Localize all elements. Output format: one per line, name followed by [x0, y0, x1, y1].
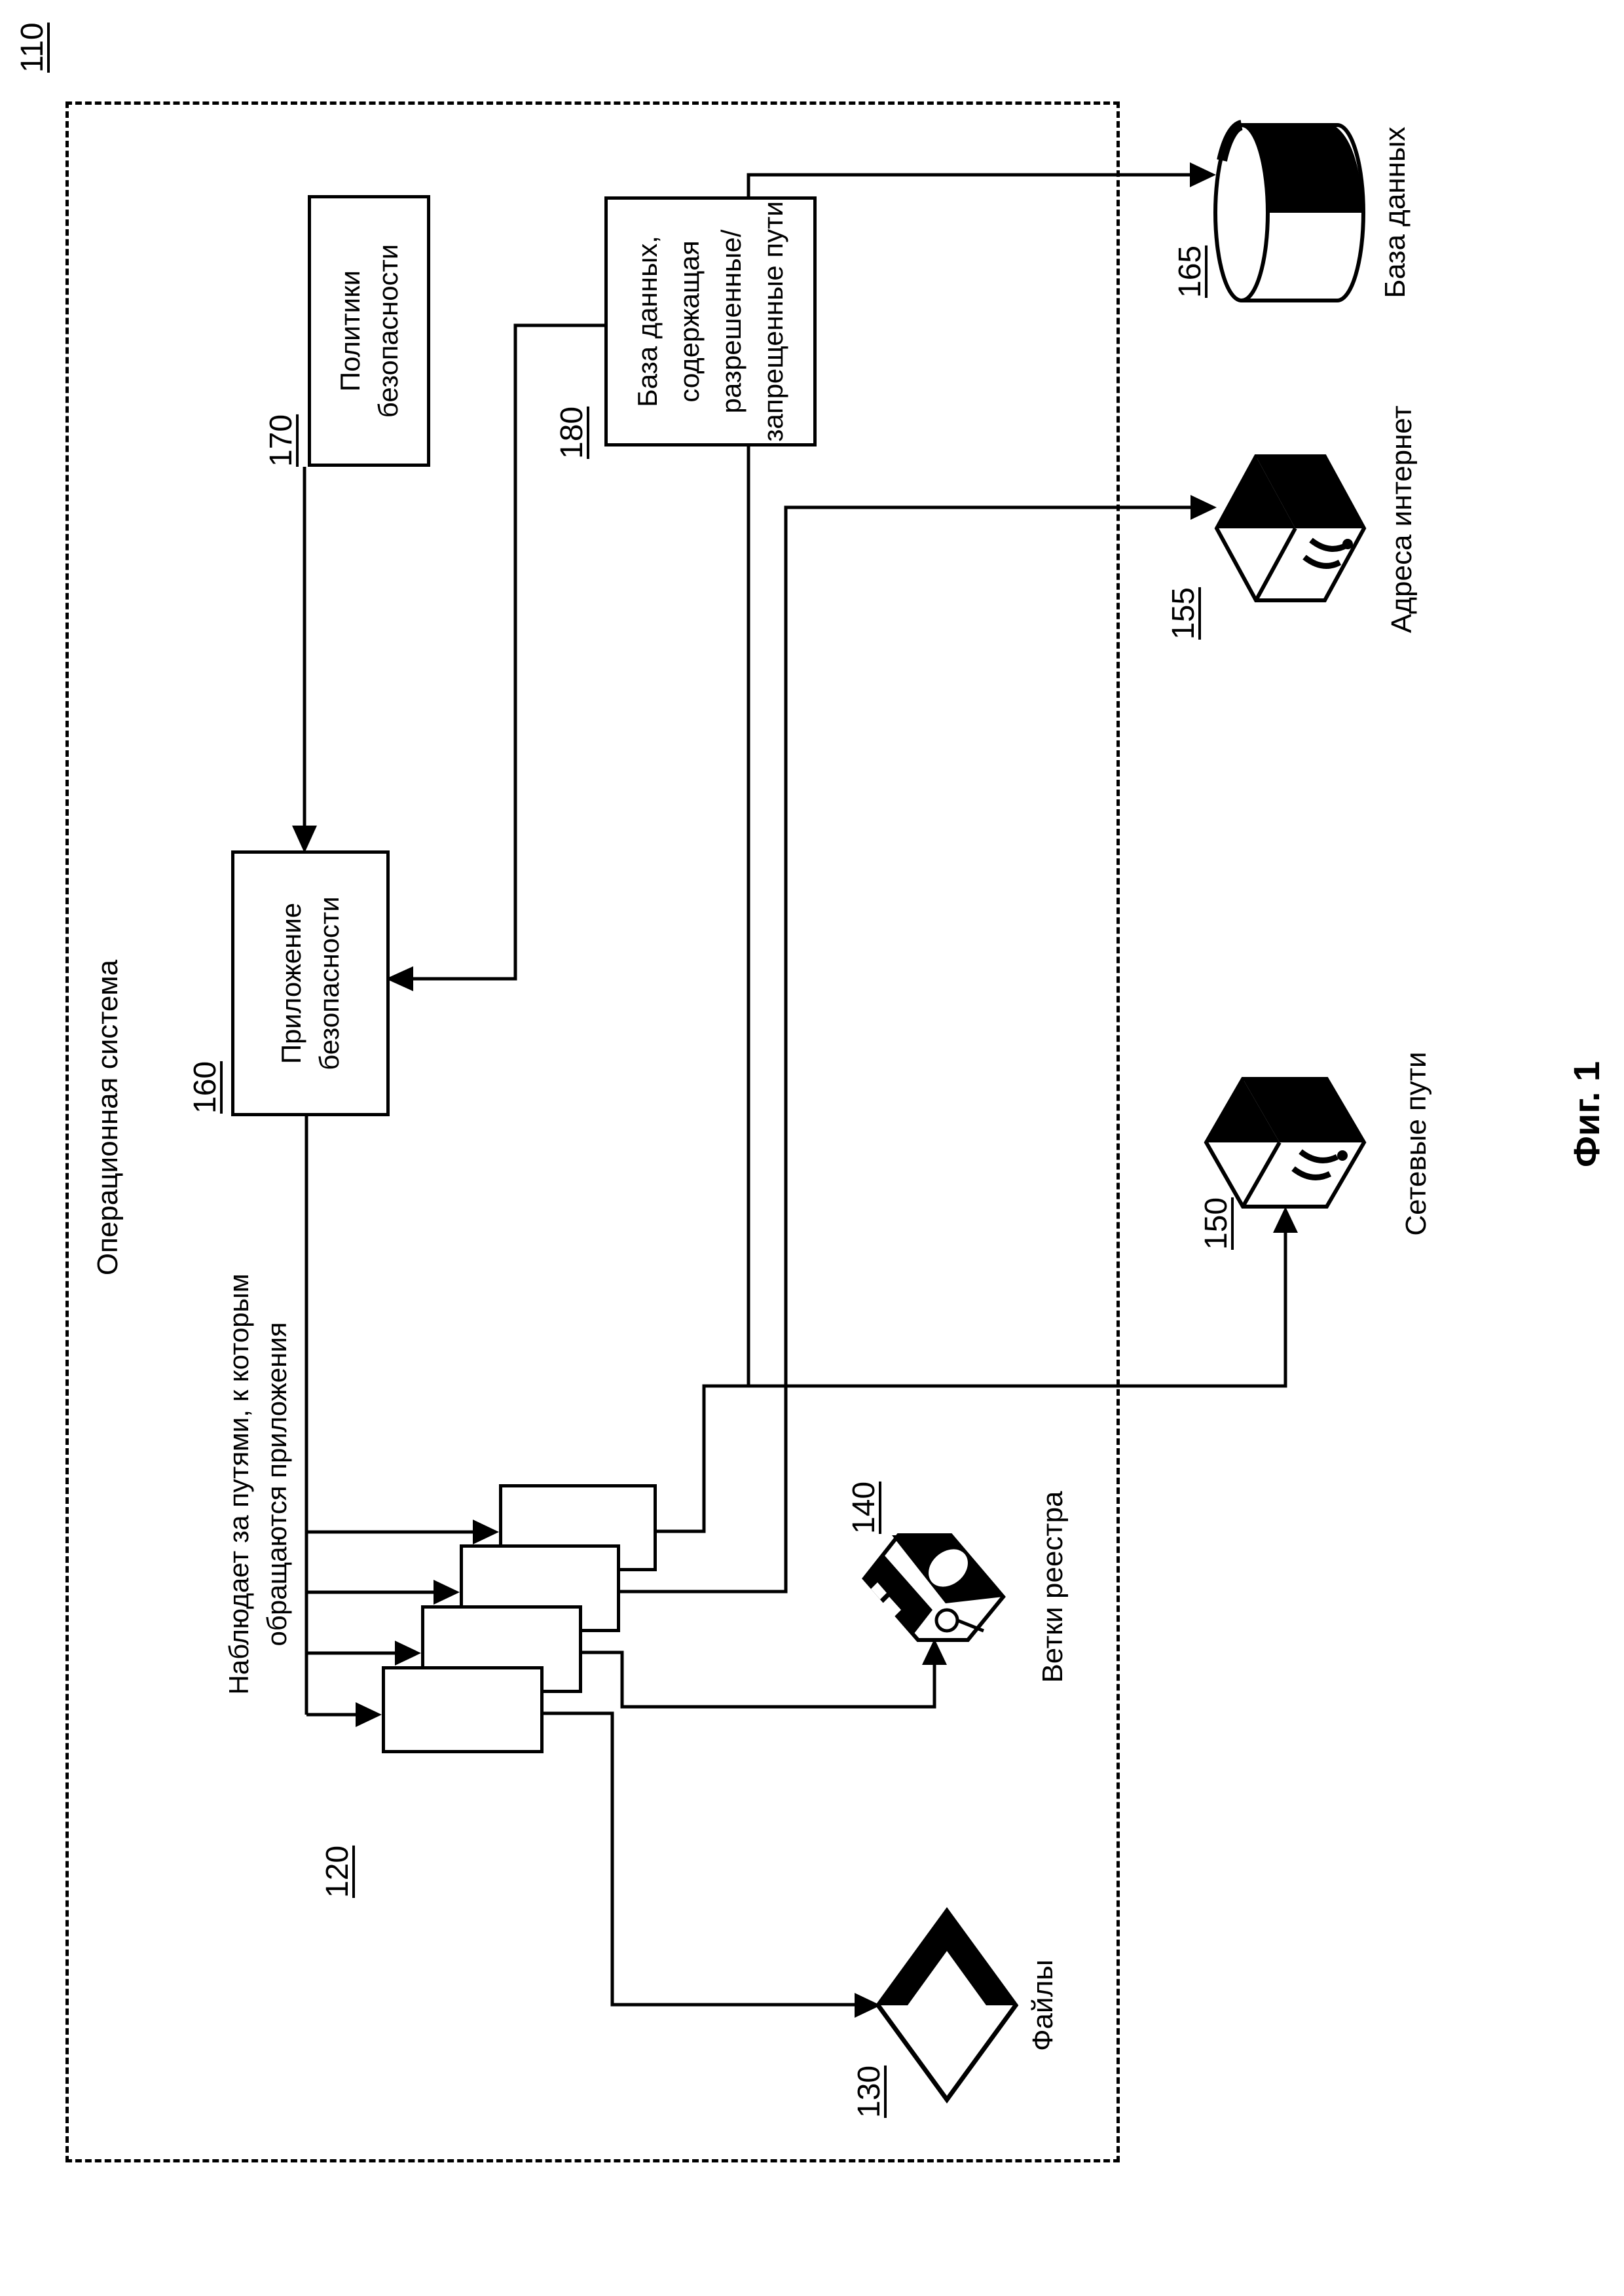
security-app-line2: безопасности	[314, 896, 344, 1070]
internet-label: Адреса интернет	[1386, 405, 1418, 633]
policies-line1: Политики	[334, 270, 365, 392]
arrow-into-internet	[1190, 495, 1217, 520]
policies-box	[308, 195, 430, 467]
os-boundary-box	[65, 101, 1120, 2162]
figure-caption: Фиг. 1	[1566, 1061, 1607, 1167]
paths-db-line2: содержащая	[674, 240, 705, 403]
monitor-note-line2: обращаются приложения	[261, 1322, 292, 1647]
security-app-line1: Приложение	[276, 902, 306, 1065]
paths-db-box	[604, 196, 817, 446]
ref-170: 170	[264, 414, 299, 467]
security-app-box	[231, 850, 390, 1116]
arrow-into-network	[1273, 1207, 1298, 1233]
monitor-note-line1: Наблюдает за путями, к которым	[223, 1273, 254, 1695]
ref-150: 150	[1199, 1197, 1234, 1250]
ref-160: 160	[188, 1061, 223, 1114]
ref-180: 180	[555, 406, 589, 459]
internet-addresses-icon	[1217, 456, 1364, 600]
os-title: Операционная система	[92, 959, 124, 1276]
network-label: Сетевые пути	[1400, 1051, 1432, 1236]
files-label: Файлы	[1027, 1959, 1059, 2051]
paths-db-line1: База данных,	[632, 236, 663, 407]
network-paths-icon	[1206, 1079, 1364, 1207]
policies-line2: безопасности	[372, 244, 403, 418]
ref-120: 120	[320, 1845, 355, 1898]
ref-155: 155	[1166, 587, 1201, 640]
paths-db-line4: запрещенные пути	[758, 201, 788, 442]
database-icon	[1215, 125, 1363, 301]
monitor-note	[220, 1235, 296, 1733]
page-ref-110: 110	[15, 22, 50, 73]
application-window-4	[382, 1666, 544, 1753]
registry-label: Ветки реестра	[1037, 1491, 1069, 1683]
ref-165: 165	[1173, 245, 1208, 298]
arrow-into-database	[1190, 162, 1216, 187]
database-label: База данных	[1379, 126, 1411, 299]
ref-140: 140	[847, 1481, 881, 1534]
paths-db-line3: разрешенные/	[716, 229, 747, 414]
ref-130: 130	[852, 2065, 887, 2118]
